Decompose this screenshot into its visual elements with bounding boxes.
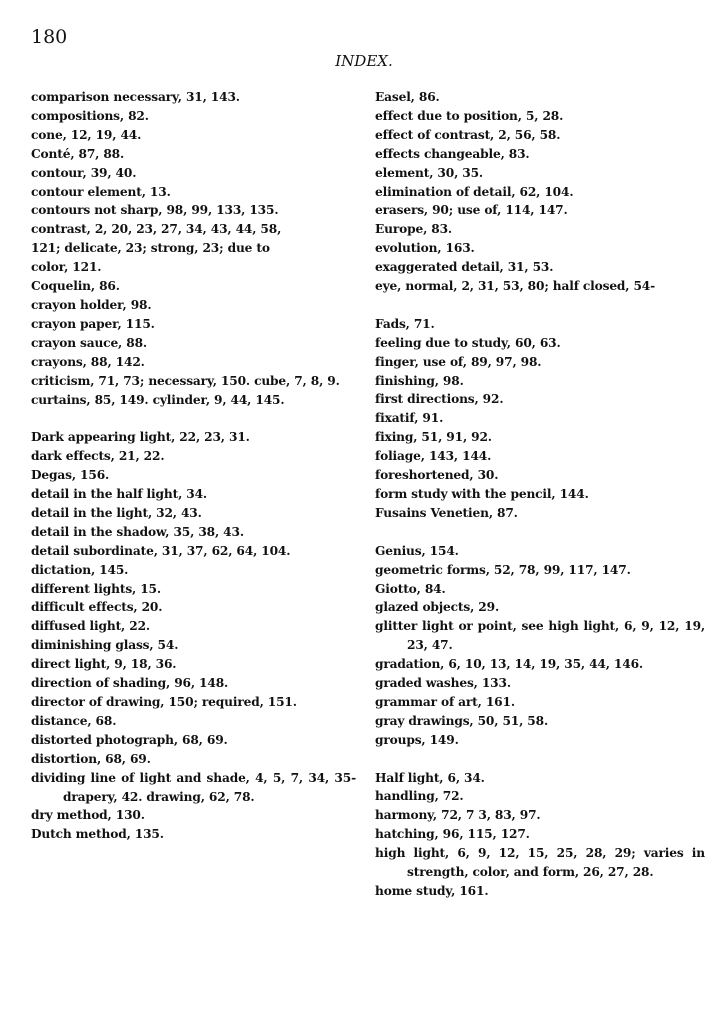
section-gap <box>375 296 705 315</box>
index-entry: criticism, 71, 73; necessary, 150. cube, 7, 8, 9. <box>31 373 340 388</box>
index-entry: Degas, 156. <box>31 468 110 483</box>
index-entry: effects changeable, 83. <box>375 146 530 161</box>
index-entry: Europe, 83. <box>375 222 453 237</box>
index-entry: graded washes, 133. <box>375 676 511 691</box>
index-entry: element, 30, 35. <box>375 165 484 180</box>
index-entry: Genius, 154. <box>375 543 459 558</box>
running-head <box>0 52 728 70</box>
index-entry: comparison necessary, 31, 143. <box>31 90 240 104</box>
index-entry: fixing, 51, 91, 92. <box>375 430 492 445</box>
index-entry: color, 121. <box>31 260 102 275</box>
index-entry: effect due to position, 5, 28. <box>375 108 564 123</box>
index-entry: detail in the shadow, 35, 38, 43. <box>31 524 244 539</box>
index-entry: Fads, 71. <box>375 316 435 331</box>
index-entry: finishing, 98. <box>375 373 464 388</box>
index-entry: cone, 12, 19, 44. <box>31 127 142 142</box>
index-entry: gray drawings, 50, 51, 58. <box>375 713 549 728</box>
section-gap <box>375 523 705 542</box>
index-entry: Dutch method, 135. <box>31 827 164 842</box>
index-entry: detail in the half light, 34. <box>31 487 208 502</box>
index-column-left <box>31 88 356 844</box>
index-entry: direct light, 9, 18, 36. <box>31 657 177 672</box>
index-entry: curtains, 85, 149. cylinder, 9, 44, 145. <box>31 392 285 407</box>
section-gap <box>375 750 705 769</box>
index-entry: groups, 149. <box>375 732 459 747</box>
index-entry: compositions, 82. <box>31 108 149 123</box>
index-entry: crayon paper, 115. <box>31 316 155 331</box>
index-entry: elimination of detail, 62, 104. <box>375 184 574 199</box>
index-entry: 121; delicate, 23; strong, 23; due to <box>31 241 270 256</box>
index-entry: contours not sharp, 98, 99, 133, 135. <box>31 203 279 218</box>
index-entry: foreshortened, 30. <box>375 468 499 483</box>
index-entry: Dark appearing light, 22, 23, 31. <box>31 430 250 445</box>
index-entry: difficult effects, 20. <box>31 600 163 615</box>
index-entry: feeling due to study, 60, 63. <box>375 335 561 350</box>
index-entry: erasers, 90; use of, 114, 147. <box>375 203 568 218</box>
index-entry: exaggerated detail, 31, 53. <box>375 260 554 275</box>
index-entry: geometric forms, 52, 78, 99, 117, 147. <box>375 562 631 577</box>
index-entry: gradation, 6, 10, 13, 14, 19, 35, 44, 146. <box>375 657 644 672</box>
index-entry: diminishing glass, 54. <box>31 638 179 653</box>
index-entry: director of drawing, 150; required, 151. <box>31 694 297 709</box>
index-entry: high light, 6, 9, 12, 15, 25, 28, 29; varies in strength, color, and form, 26, 27, 28. <box>375 846 705 880</box>
index-entry: Giotto, 84. <box>375 581 446 596</box>
index-entry: contour, 39, 40. <box>31 165 137 180</box>
index-entry: contrast, 2, 20, 23, 27, 34, 43, 44, 58, <box>31 222 282 237</box>
index-entry: handling, 72. <box>375 789 464 804</box>
index-entry: different lights, 15. <box>31 581 161 596</box>
index-column-right <box>375 88 705 901</box>
index-entry: crayon sauce, 88. <box>31 335 147 350</box>
index-entry: distortion, 68, 69. <box>31 751 151 766</box>
index-entry: glitter light or point, see high light, 6, 9, 12, 19, 23, 47. <box>375 619 705 653</box>
index-entry: glazed objects, 29. <box>375 600 500 615</box>
index-entry: diffused light, 22. <box>31 619 150 634</box>
index-entry: foliage, 143, 144. <box>375 449 492 464</box>
index-entry: first directions, 92. <box>375 392 504 407</box>
index-entry: crayons, 88, 142. <box>31 354 145 369</box>
index-entry: crayon holder, 98. <box>31 297 152 312</box>
index-entry: home study, 161. <box>375 884 489 899</box>
index-entry: evolution, 163. <box>375 241 475 256</box>
index-entry: direction of shading, 96, 148. <box>31 676 229 691</box>
index-entry: Fusains Venetien, 87. <box>375 505 518 520</box>
index-entry: distorted photograph, 68, 69. <box>31 732 228 747</box>
page-number: 180 <box>31 26 68 48</box>
index-entry: dividing line of light and shade, 4, 5, 7, 34, 35- drapery, 42. drawing, 62, 78. <box>31 770 356 804</box>
index-entry: grammar of art, 161. <box>375 694 515 709</box>
index-entry: dry method, 130. <box>31 808 145 823</box>
index-entry: distance, 68. <box>31 713 117 728</box>
index-entry: Half light, 6, 34. <box>375 770 485 785</box>
index-entry: hatching, 96, 115, 127. <box>375 827 530 842</box>
index-entry: form study with the pencil, 144. <box>375 487 589 502</box>
running-head-text: INDEX. <box>335 52 393 70</box>
index-entry: fixatif, 91. <box>375 411 444 426</box>
index-entry: dictation, 145. <box>31 562 129 577</box>
index-entry: detail in the light, 32, 43. <box>31 505 202 520</box>
section-gap <box>31 409 356 428</box>
index-entry: dark effects, 21, 22. <box>31 449 165 464</box>
index-entry: contour element, 13. <box>31 184 171 199</box>
index-entry: finger, use of, 89, 97, 98. <box>375 354 542 369</box>
index-entry: Conté, 87, 88. <box>31 146 125 161</box>
index-entry: eye, normal, 2, 31, 53, 80; half closed, 54- <box>375 279 656 294</box>
index-entry: effect of contrast, 2, 56, 58. <box>375 127 561 142</box>
index-entry: harmony, 72, 7 3, 83, 97. <box>375 808 541 823</box>
index-entry: Coquelin, 86. <box>31 279 120 294</box>
index-entry: Easel, 86. <box>375 90 440 104</box>
index-entry: detail subordinate, 31, 37, 62, 64, 104. <box>31 543 291 558</box>
